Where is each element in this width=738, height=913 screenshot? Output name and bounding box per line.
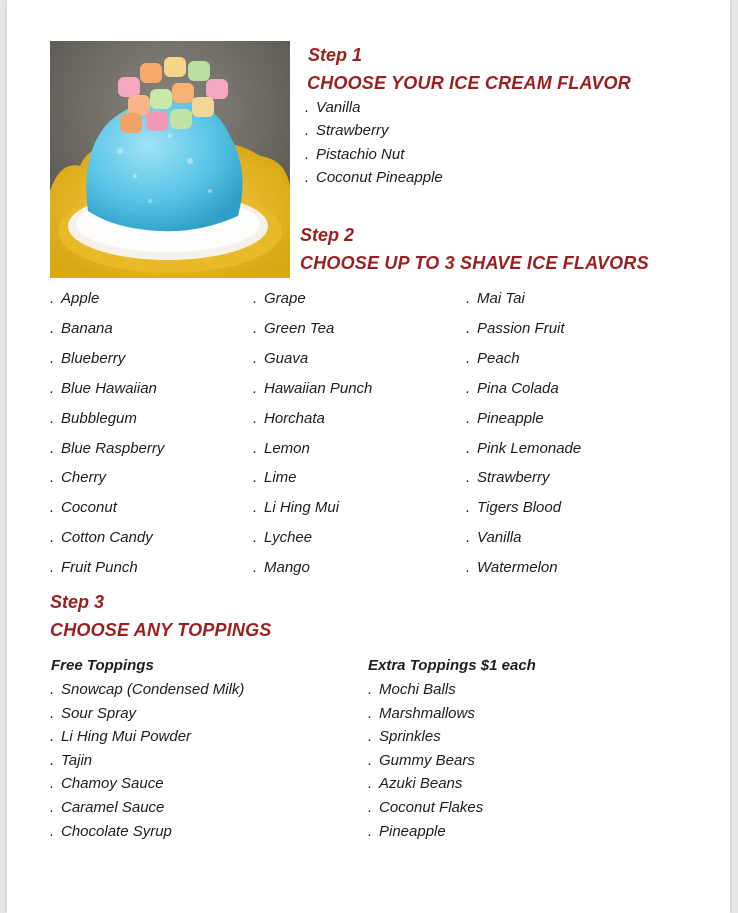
- bullet-dot: .: [368, 728, 373, 746]
- extra-topping-item-label: Gummy Bears: [379, 751, 475, 769]
- extra-topping-item: [368, 775, 462, 792]
- extra-topping-item: [368, 728, 441, 745]
- bullet-dot: .: [50, 469, 55, 487]
- menu-page: [7, 0, 730, 913]
- bullet-dot: .: [50, 822, 55, 840]
- bullet-dot: .: [368, 775, 373, 793]
- shave-ice-flavor-item-label: Vanilla: [477, 529, 522, 547]
- bullet-dot: .: [305, 145, 310, 163]
- shave-ice-flavor-item-label: Bubblegum: [61, 409, 137, 427]
- shave-ice-photo: [50, 41, 290, 278]
- free-topping-item: [50, 775, 164, 792]
- shave-ice-flavor-item: [50, 320, 113, 337]
- bullet-dot: .: [466, 529, 471, 547]
- bullet-dot: .: [50, 728, 55, 746]
- bullet-dot: .: [50, 704, 55, 722]
- shave-ice-flavor-item: [253, 320, 334, 337]
- shave-ice-flavor-item-label: Pineapple: [477, 409, 544, 427]
- extra-topping-item-label: Mochi Balls: [379, 681, 456, 698]
- extra-toppings-title: Extra Toppings $1 each: [368, 657, 536, 674]
- extra-topping-item: [368, 752, 475, 769]
- shave-ice-flavor-item-label: Lychee: [264, 529, 313, 547]
- free-topping-item-label: Chocolate Syrup: [61, 822, 172, 840]
- shave-ice-flavor-item: [50, 559, 138, 576]
- step2-label: Step 2: [300, 225, 355, 245]
- bullet-dot: .: [253, 559, 258, 577]
- shave-ice-flavor-item: [50, 350, 125, 367]
- step1-heading: CHOOSE YOUR ICE CREAM FLAVOR: [307, 73, 631, 93]
- extra-topping-item: [368, 823, 446, 840]
- shave-ice-flavor-item: [253, 529, 312, 546]
- shave-ice-flavor-item-label: Li Hing Mui: [264, 499, 340, 517]
- bullet-dot: .: [50, 751, 55, 769]
- shave-ice-flavor-item-label: Mai Tai: [477, 290, 525, 307]
- free-topping-item: [50, 728, 191, 745]
- free-topping-item-label: Sour Spray: [61, 704, 137, 722]
- free-topping-item-label: Tajin: [61, 751, 93, 769]
- shave-ice-flavor-item-label: Pink Lemonade: [477, 439, 582, 457]
- bullet-dot: .: [253, 499, 258, 517]
- free-topping-item: [50, 823, 172, 840]
- extra-topping-item-label: Sprinkles: [379, 728, 441, 746]
- extra-topping-item-label: Coconut Flakes: [379, 799, 484, 816]
- bullet-dot: .: [50, 559, 55, 577]
- shave-ice-flavor-item-label: Coconut: [61, 499, 117, 517]
- shave-ice-flavor-item: [466, 410, 544, 427]
- free-topping-item-label: Chamoy Sauce: [61, 775, 164, 793]
- shave-ice-flavor-item: [466, 499, 561, 516]
- bullet-dot: .: [50, 409, 55, 427]
- shave-ice-flavor-item: [466, 559, 558, 576]
- shave-ice-flavor-item: [50, 499, 117, 516]
- shave-ice-flavor-item: [253, 469, 297, 486]
- shave-ice-flavor-item: [50, 469, 106, 486]
- ice-cream-flavor-item: [305, 146, 404, 163]
- shave-ice-flavor-item-label: Blueberry: [61, 349, 126, 367]
- shave-ice-flavor-item: [253, 440, 310, 457]
- shave-ice-flavor-item: [466, 469, 550, 486]
- bullet-dot: .: [466, 319, 471, 337]
- free-topping-item-label: Caramel Sauce: [61, 799, 165, 816]
- shave-ice-flavor-item-label: Passion Fruit: [477, 319, 565, 337]
- shave-ice-flavor-item-label: Watermelon: [477, 559, 558, 577]
- extra-topping-item-label: Azuki Beans: [379, 775, 463, 793]
- bullet-dot: .: [466, 349, 471, 367]
- bullet-dot: .: [50, 290, 55, 307]
- bullet-dot: .: [305, 168, 310, 186]
- shave-ice-flavor-item: [253, 559, 310, 576]
- shave-ice-flavor-item-label: Grape: [264, 290, 306, 307]
- shave-ice-flavor-item-label: Banana: [61, 319, 113, 337]
- bullet-dot: .: [50, 349, 55, 367]
- bullet-dot: .: [253, 529, 258, 547]
- free-topping-item-label: Snowcap (Condensed Milk): [61, 681, 245, 698]
- shave-ice-flavor-item-label: Horchata: [264, 409, 325, 427]
- extra-topping-item-label: Pineapple: [379, 822, 446, 840]
- bullet-dot: .: [466, 409, 471, 427]
- shave-ice-flavor-item: [466, 320, 565, 337]
- free-toppings-title: Free Toppings: [51, 657, 154, 674]
- shave-ice-flavor-item: [466, 290, 525, 307]
- free-topping-item: [50, 752, 92, 769]
- shave-ice-flavor-item: [50, 380, 157, 397]
- shave-ice-flavor-item: [50, 529, 153, 546]
- bullet-dot: .: [466, 439, 471, 457]
- shave-ice-flavor-item: [253, 499, 339, 516]
- shave-ice-flavor-item: [253, 380, 372, 397]
- bullet-dot: .: [253, 469, 258, 487]
- bullet-dot: .: [50, 799, 55, 816]
- bullet-dot: .: [466, 379, 471, 397]
- bullet-dot: .: [305, 99, 310, 116]
- bullet-dot: .: [50, 529, 55, 547]
- shave-ice-flavor-item-label: Mango: [264, 559, 310, 577]
- shave-ice-flavor-item-label: Strawberry: [477, 469, 550, 487]
- bullet-dot: .: [50, 319, 55, 337]
- bullet-dot: .: [466, 559, 471, 577]
- shave-ice-flavor-item-label: Pina Colada: [477, 379, 559, 397]
- shave-ice-flavor-item-label: Cotton Candy: [61, 529, 153, 547]
- shave-ice-flavor-item: [253, 350, 308, 367]
- step1-label: Step 1: [308, 45, 363, 65]
- shave-ice-flavor-item-label: Cherry: [61, 469, 107, 487]
- shave-ice-flavor-item: [50, 440, 164, 457]
- ice-cream-flavor-item-label: Vanilla: [316, 99, 361, 116]
- bullet-dot: .: [253, 409, 258, 427]
- bullet-dot: .: [50, 439, 55, 457]
- bullet-dot: .: [368, 799, 373, 816]
- bullet-dot: .: [368, 681, 373, 698]
- shave-ice-flavor-item: [253, 410, 325, 427]
- extra-topping-item: [368, 705, 475, 722]
- shave-ice-flavor-item-label: Apple: [61, 290, 100, 307]
- bullet-dot: .: [368, 822, 373, 840]
- shave-ice-flavor-item-label: Guava: [264, 349, 309, 367]
- extra-topping-item-label: Marshmallows: [379, 704, 475, 722]
- ice-cream-flavor-item: [305, 169, 443, 186]
- shave-ice-flavor-item: [466, 350, 520, 367]
- shave-ice-flavor-item-label: Green Tea: [264, 319, 335, 337]
- bullet-dot: .: [466, 290, 471, 307]
- bullet-dot: .: [253, 319, 258, 337]
- bullet-dot: .: [50, 681, 55, 698]
- shave-ice-flavor-item: [466, 380, 559, 397]
- shave-ice-flavor-item-label: Lemon: [264, 439, 310, 457]
- bullet-dot: .: [253, 349, 258, 367]
- ice-cream-flavor-item-label: Pistachio Nut: [316, 145, 405, 163]
- extra-topping-item: [368, 681, 456, 698]
- ice-cream-flavor-item-label: Coconut Pineapple: [316, 168, 443, 186]
- shave-ice-flavor-item-label: Lime: [264, 469, 297, 487]
- free-topping-item: [50, 799, 164, 816]
- ice-cream-flavor-item: [305, 99, 360, 116]
- step2-heading: CHOOSE UP TO 3 SHAVE ICE FLAVORS: [300, 253, 649, 273]
- bullet-dot: .: [305, 122, 310, 140]
- shave-ice-flavor-item: [466, 440, 581, 457]
- bullet-dot: .: [50, 379, 55, 397]
- step3-label: Step 3: [50, 592, 105, 612]
- bullet-dot: .: [50, 775, 55, 793]
- shave-ice-flavor-item-label: Peach: [477, 349, 520, 367]
- shave-ice-flavor-item-label: Hawaiian Punch: [264, 379, 373, 397]
- shave-ice-flavor-item-label: Fruit Punch: [61, 559, 138, 577]
- free-topping-item: [50, 681, 244, 698]
- bullet-dot: .: [368, 704, 373, 722]
- bullet-dot: .: [368, 751, 373, 769]
- shave-ice-flavor-item: [50, 410, 137, 427]
- free-topping-item-label: Li Hing Mui Powder: [61, 728, 192, 746]
- ice-cream-flavor-item-label: Strawberry: [316, 122, 389, 140]
- shave-ice-flavor-item-label: Blue Hawaiian: [61, 379, 157, 397]
- shave-ice-flavor-item: [50, 290, 99, 307]
- free-topping-item: [50, 705, 136, 722]
- bullet-dot: .: [50, 499, 55, 517]
- shave-ice-flavor-item: [253, 290, 306, 307]
- bullet-dot: .: [466, 469, 471, 487]
- bullet-dot: .: [253, 290, 258, 307]
- ice-cream-flavor-item: [305, 122, 389, 139]
- bullet-dot: .: [253, 379, 258, 397]
- shave-ice-flavor-item-label: Blue Raspberry: [61, 439, 165, 457]
- extra-topping-item: [368, 799, 483, 816]
- shave-ice-flavor-item-label: Tigers Blood: [477, 499, 562, 517]
- shave-ice-flavor-item: [466, 529, 521, 546]
- bullet-dot: .: [253, 439, 258, 457]
- step3-heading: CHOOSE ANY TOPPINGS: [50, 620, 272, 640]
- bullet-dot: .: [466, 499, 471, 517]
